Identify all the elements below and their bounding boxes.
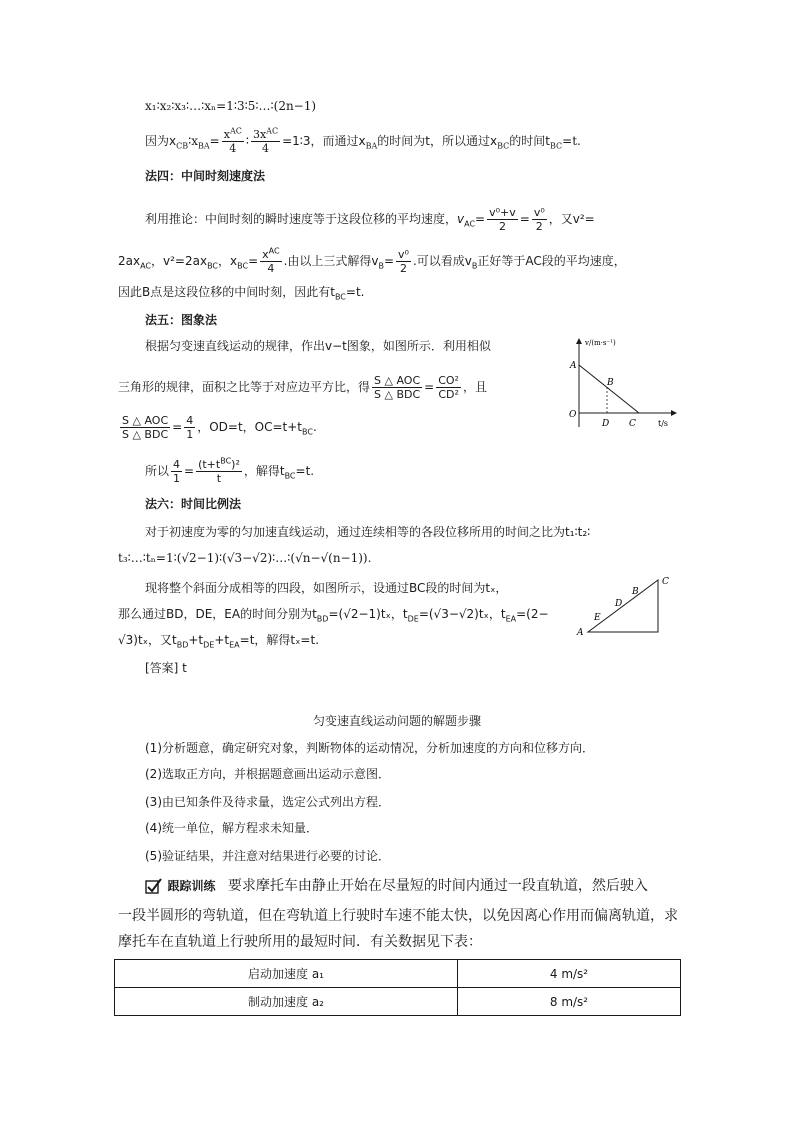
training-line-1: 跟踪训练 要求摩托车由静止开始在尽量短的时间内通过一段直轨道，然后驶入: [145, 876, 648, 896]
graph-point-a: A: [570, 361, 577, 371]
summary-step-5: (5)验证结果，并注意对结果进行必要的讨论．: [145, 849, 390, 863]
training-badge: 跟踪训练: [145, 876, 215, 896]
method-5-line-2: 三角形的规律，面积之比等于对应边平方比，得 $\frac{\text{S △ AOC}}{\text{S △ BDC}}$ = $\frac{\text{CO²}}{\text{CD²}}$ ，且: [118, 374, 487, 401]
method-6-title: 法六：时间比例法: [145, 497, 242, 511]
training-line-2: 一段半圆形的弯轨道，但在弯轨道上行驶时车速不能太快，以免因离心作用而偏离轨道，求: [118, 908, 678, 924]
graph-ylabel: v/(m·s⁻¹): [585, 339, 616, 347]
table-cell-label: 启动加速度 a₁: [115, 960, 458, 988]
graph-point-b: B: [607, 378, 614, 388]
method-5-title: 法五：图象法: [145, 313, 218, 327]
answer-line: [答案] t: [145, 661, 187, 675]
method-5-line-3: $\frac{\text{S △ AOC}}{\text{S △ BDC}}$ = $\frac{4}{1}$ ，OD=t，$OC=t+t_{BC}$.: [122, 414, 317, 441]
incline-point-b: B: [632, 587, 639, 597]
summary-step-2: (2)选取正方向，并根据题意画出运动示意图．: [145, 767, 390, 781]
method-6-line-1: 对于初速度为零的匀加速直线运动，通过连续相等的各段位移所用的时间之比为t₁∶t₂∶: [145, 525, 591, 539]
table-cell-value: 4 m/s²: [458, 960, 681, 988]
incline-point-a: A: [577, 628, 584, 638]
checkmark-icon: [145, 878, 163, 894]
incline-point-c: C: [662, 577, 669, 587]
table-row: [115, 960, 681, 988]
incline-diagram: [570, 572, 680, 642]
graph-point-d: D: [602, 419, 610, 429]
method-4-title: 法四：中间时刻速度法: [145, 169, 266, 183]
method-4-line-1: 利用推论：中间时刻的瞬时速度等于这段位移的平均速度，$v_{AC}=$ $\frac{\text{v⁰+v}}{2}$ = $\frac{\text{v⁰}}{2}$ ，又v²=: [145, 206, 595, 233]
method-5-line-1: 根据匀变速直线运动的规律，作出v−t图象，如图所示．利用相似: [145, 339, 491, 353]
graph-point-o: O: [569, 410, 577, 420]
summary-step-1: (1)分析题意，确定研究对象，判断物体的运动情况，分析加速度的方向和位移方向．: [145, 741, 595, 755]
training-line-3: 摩托车在直轨道上行驶所用的最短时间．有关数据见下表：: [118, 934, 482, 950]
summary-title: 匀变速直线运动问题的解题步骤: [312, 714, 481, 728]
table-cell-label: 制动加速度 a₂: [115, 988, 458, 1016]
table-row: [115, 988, 681, 1016]
ratio-line: x₁∶x₂∶x₃∶…∶xₙ=1∶3∶5∶…∶(2n−1): [145, 99, 317, 113]
method-6-line-4: 那么通过BD，DE，EA的时间分别为$t_{BD}=(√2-1)t_x$，$t_{DE}=(√3-√2)t_x$，$t_{EA}=(2-$: [118, 607, 549, 624]
method-6-line-2: t₃∶…∶tₙ=1∶(√2−1)∶(√3−√2)∶…∶(√n−√(n−1)).: [118, 551, 372, 565]
method-6-line-3: 现将整个斜面分成相等的四段，如图所示，设通过BC段的时间为tₓ，: [145, 581, 508, 595]
table-cell-value: 8 m/s²: [458, 988, 681, 1016]
incline-point-d: D: [615, 599, 623, 609]
graph-xlabel: t/s: [658, 419, 669, 428]
graph-point-c: C: [629, 419, 636, 429]
data-table: [114, 959, 681, 1016]
method-5-line-4: 所以 $\frac{4}{1}$ = $\frac{(t+t^{BC})^2}{t}$ ，解得$t_{BC}=t$.: [145, 456, 315, 485]
incline-point-e: E: [594, 613, 601, 623]
method-4-line-3: 因此B点是这段位移的中间时刻，因此有$t_{BC}=t$.: [118, 285, 365, 302]
method-4-line-2: $2ax_{AC}$，$v^2=2ax_{BC}$，$x_{BC}=$ $\frac{x^{AC}}{4}$ .由以上三式解得$v_B=$ $\frac{\text{v⁰}}{2}$ .可以看成$v_B$正好等于AC段的平均速度，: [118, 246, 626, 275]
summary-step-3: (3)由已知条件及待求量，选定公式列出方程．: [145, 795, 390, 809]
vt-graph: [565, 335, 680, 435]
summary-step-4: (4)统一单位，解方程求未知量．: [145, 821, 318, 835]
ratio-explanation: 因为$x_{CB}∶x_{BA}=$ $\frac{x^{AC}}{4}$ ∶ $\frac{3x^{AC}}{4}$ =1∶3，而通过$x_{BA}$的时间为t，所以通过$x_{BC}$的时间$t_{BC}=t$.: [145, 126, 581, 155]
method-6-line-5: √3)tₓ，又$t_{BD}+t_{DE}+t_{EA}=t$，解得tₓ=t.: [118, 633, 320, 650]
